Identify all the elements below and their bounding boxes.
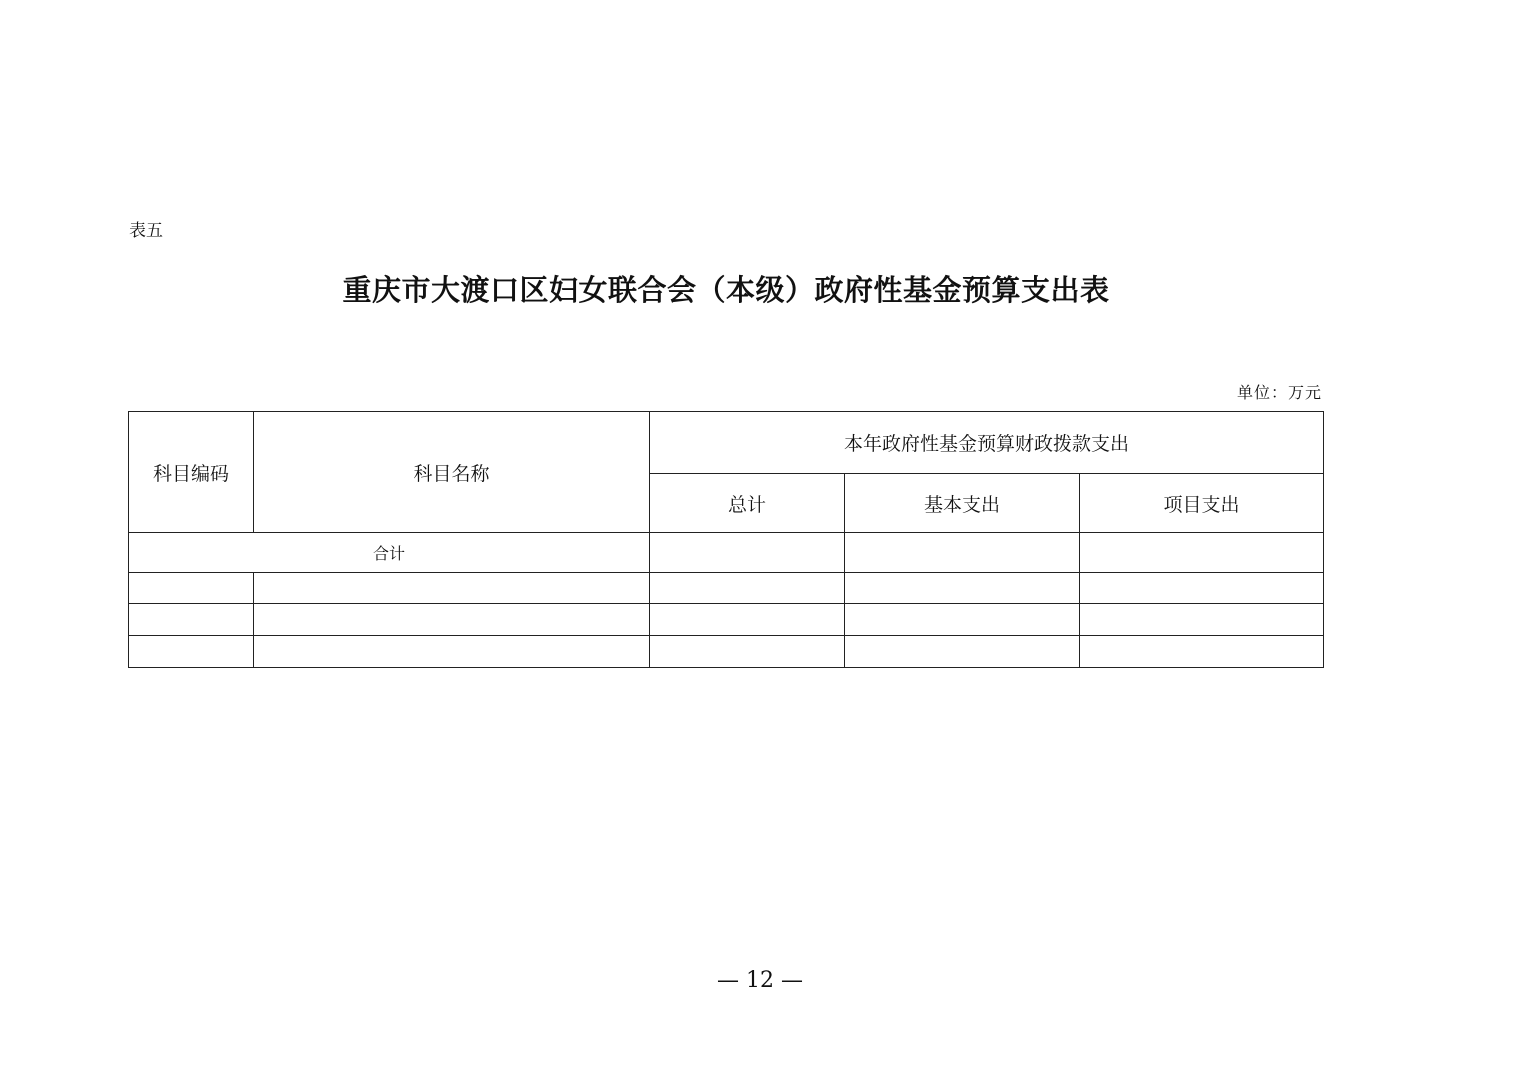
- row-basic: [845, 573, 1080, 604]
- table-row: [129, 604, 1324, 636]
- page-title: 重庆市大渡口区妇女联合会（本级）政府性基金预算支出表: [342, 273, 1110, 307]
- total-row-label: 合计: [129, 533, 650, 573]
- row-basic: [845, 636, 1080, 668]
- header-row: [129, 412, 1324, 474]
- row-name: [254, 636, 650, 668]
- row-project: [1080, 604, 1324, 636]
- header-basic: 基本支出: [845, 474, 1080, 533]
- row-project: [1080, 573, 1324, 604]
- row-total: [650, 573, 845, 604]
- page-number: — 12 —: [717, 968, 803, 993]
- row-project: [1080, 636, 1324, 668]
- total-row-project: [1080, 533, 1324, 573]
- total-row: [129, 533, 1324, 573]
- unit-label: 单位：万元: [1236, 383, 1322, 402]
- budget-table: [128, 411, 1324, 668]
- row-total: [650, 604, 845, 636]
- row-code: [129, 573, 254, 604]
- row-total: [650, 636, 845, 668]
- header-code: 科目编码: [129, 412, 254, 533]
- row-code: [129, 636, 254, 668]
- table-label: 表五: [129, 221, 163, 241]
- header-total: 总计: [650, 474, 845, 533]
- header-group: 本年政府性基金预算财政拨款支出: [650, 412, 1324, 474]
- table-row: [129, 636, 1324, 668]
- row-name: [254, 573, 650, 604]
- header-name: 科目名称: [254, 412, 650, 533]
- row-code: [129, 604, 254, 636]
- row-basic: [845, 604, 1080, 636]
- table-row: [129, 573, 1324, 604]
- total-row-basic: [845, 533, 1080, 573]
- row-name: [254, 604, 650, 636]
- header-project: 项目支出: [1080, 474, 1324, 533]
- total-row-total: [650, 533, 845, 573]
